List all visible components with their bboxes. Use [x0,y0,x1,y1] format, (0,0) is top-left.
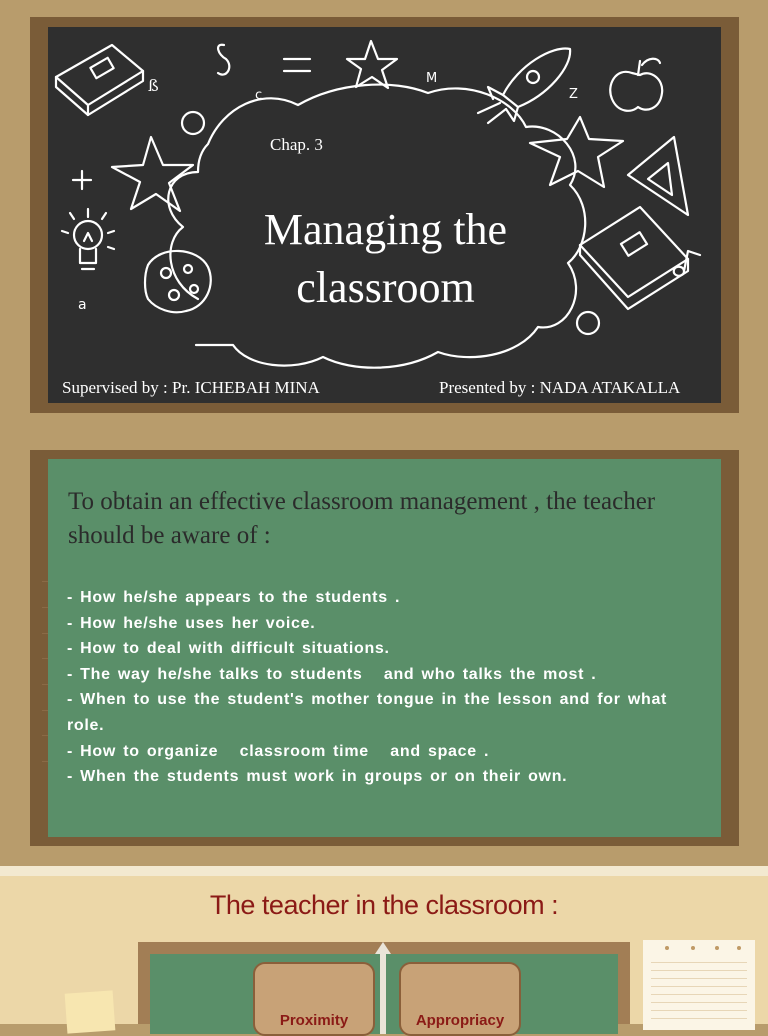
teacher-slide [0,866,768,1029]
notebook-icon [580,207,688,309]
box-label: Appropriacy [415,1012,505,1029]
book-icon [56,45,143,115]
arrow-shaft [380,954,386,1034]
apple-icon [610,59,662,111]
svg-text:M: M [426,71,438,86]
ruled-line [651,1002,747,1003]
arrow-up-icon [375,942,391,954]
star-icon [347,41,397,88]
slide-title: Managing the classroom [263,205,508,312]
svg-text:a: a [78,297,87,313]
pin-dot [737,946,741,950]
list-item: - How to deal with difficult situations. [67,640,390,658]
pin-dot [691,946,695,950]
supervisor-credit: Supervised by : Pr. ICHEBAH MINA [62,378,320,397]
star-icon [112,137,193,211]
paper-decoration [65,990,116,1033]
svg-text:c: c [255,88,263,103]
svg-text:Z: Z [569,87,578,102]
ruled-line [651,978,747,979]
intro-text: To obtain an effective classroom management , the teacher should be aware of : [68,488,656,549]
pin-dot [665,946,669,950]
chalkboard [48,27,721,403]
list-item: - How to organize classroom time and space . [67,742,490,760]
ruled-line [651,962,747,963]
box-label: Proximity [279,1012,349,1029]
rocket-icon [478,48,570,123]
triangle-ruler-icon [628,137,688,215]
presenter-credit: Presented by : NADA ATAKALLA [439,378,681,397]
list-item: - How he/she uses her voice. [67,614,316,632]
pin-dot [715,946,719,950]
list-item: - When to use the student's mother tongue in the lesson and for what role. [67,691,668,734]
slide-title: The teacher in the classroom : [209,890,559,920]
list-item: - The way he/she talks to students and who talks the most . [67,665,597,683]
proximity-box [253,962,375,1036]
ruled-line [651,994,747,995]
title-slide [30,17,739,413]
greenboard [48,459,721,837]
svg-text:ß: ß [148,76,159,95]
ruled-line [651,1018,747,1019]
ruled-line [651,986,747,987]
awareness-list [67,585,697,790]
notepad-decoration [643,940,755,1030]
awareness-slide [30,450,739,846]
appropriacy-box [399,962,521,1036]
list-item: - How he/she appears to the students . [67,589,401,606]
lightbulb-icon [62,209,114,269]
ruled-line [651,1010,747,1011]
ruled-line [651,970,747,971]
list-item: - When the students must work in groups or on their own. [67,768,568,786]
chapter-label: Chap. 3 [270,135,323,154]
